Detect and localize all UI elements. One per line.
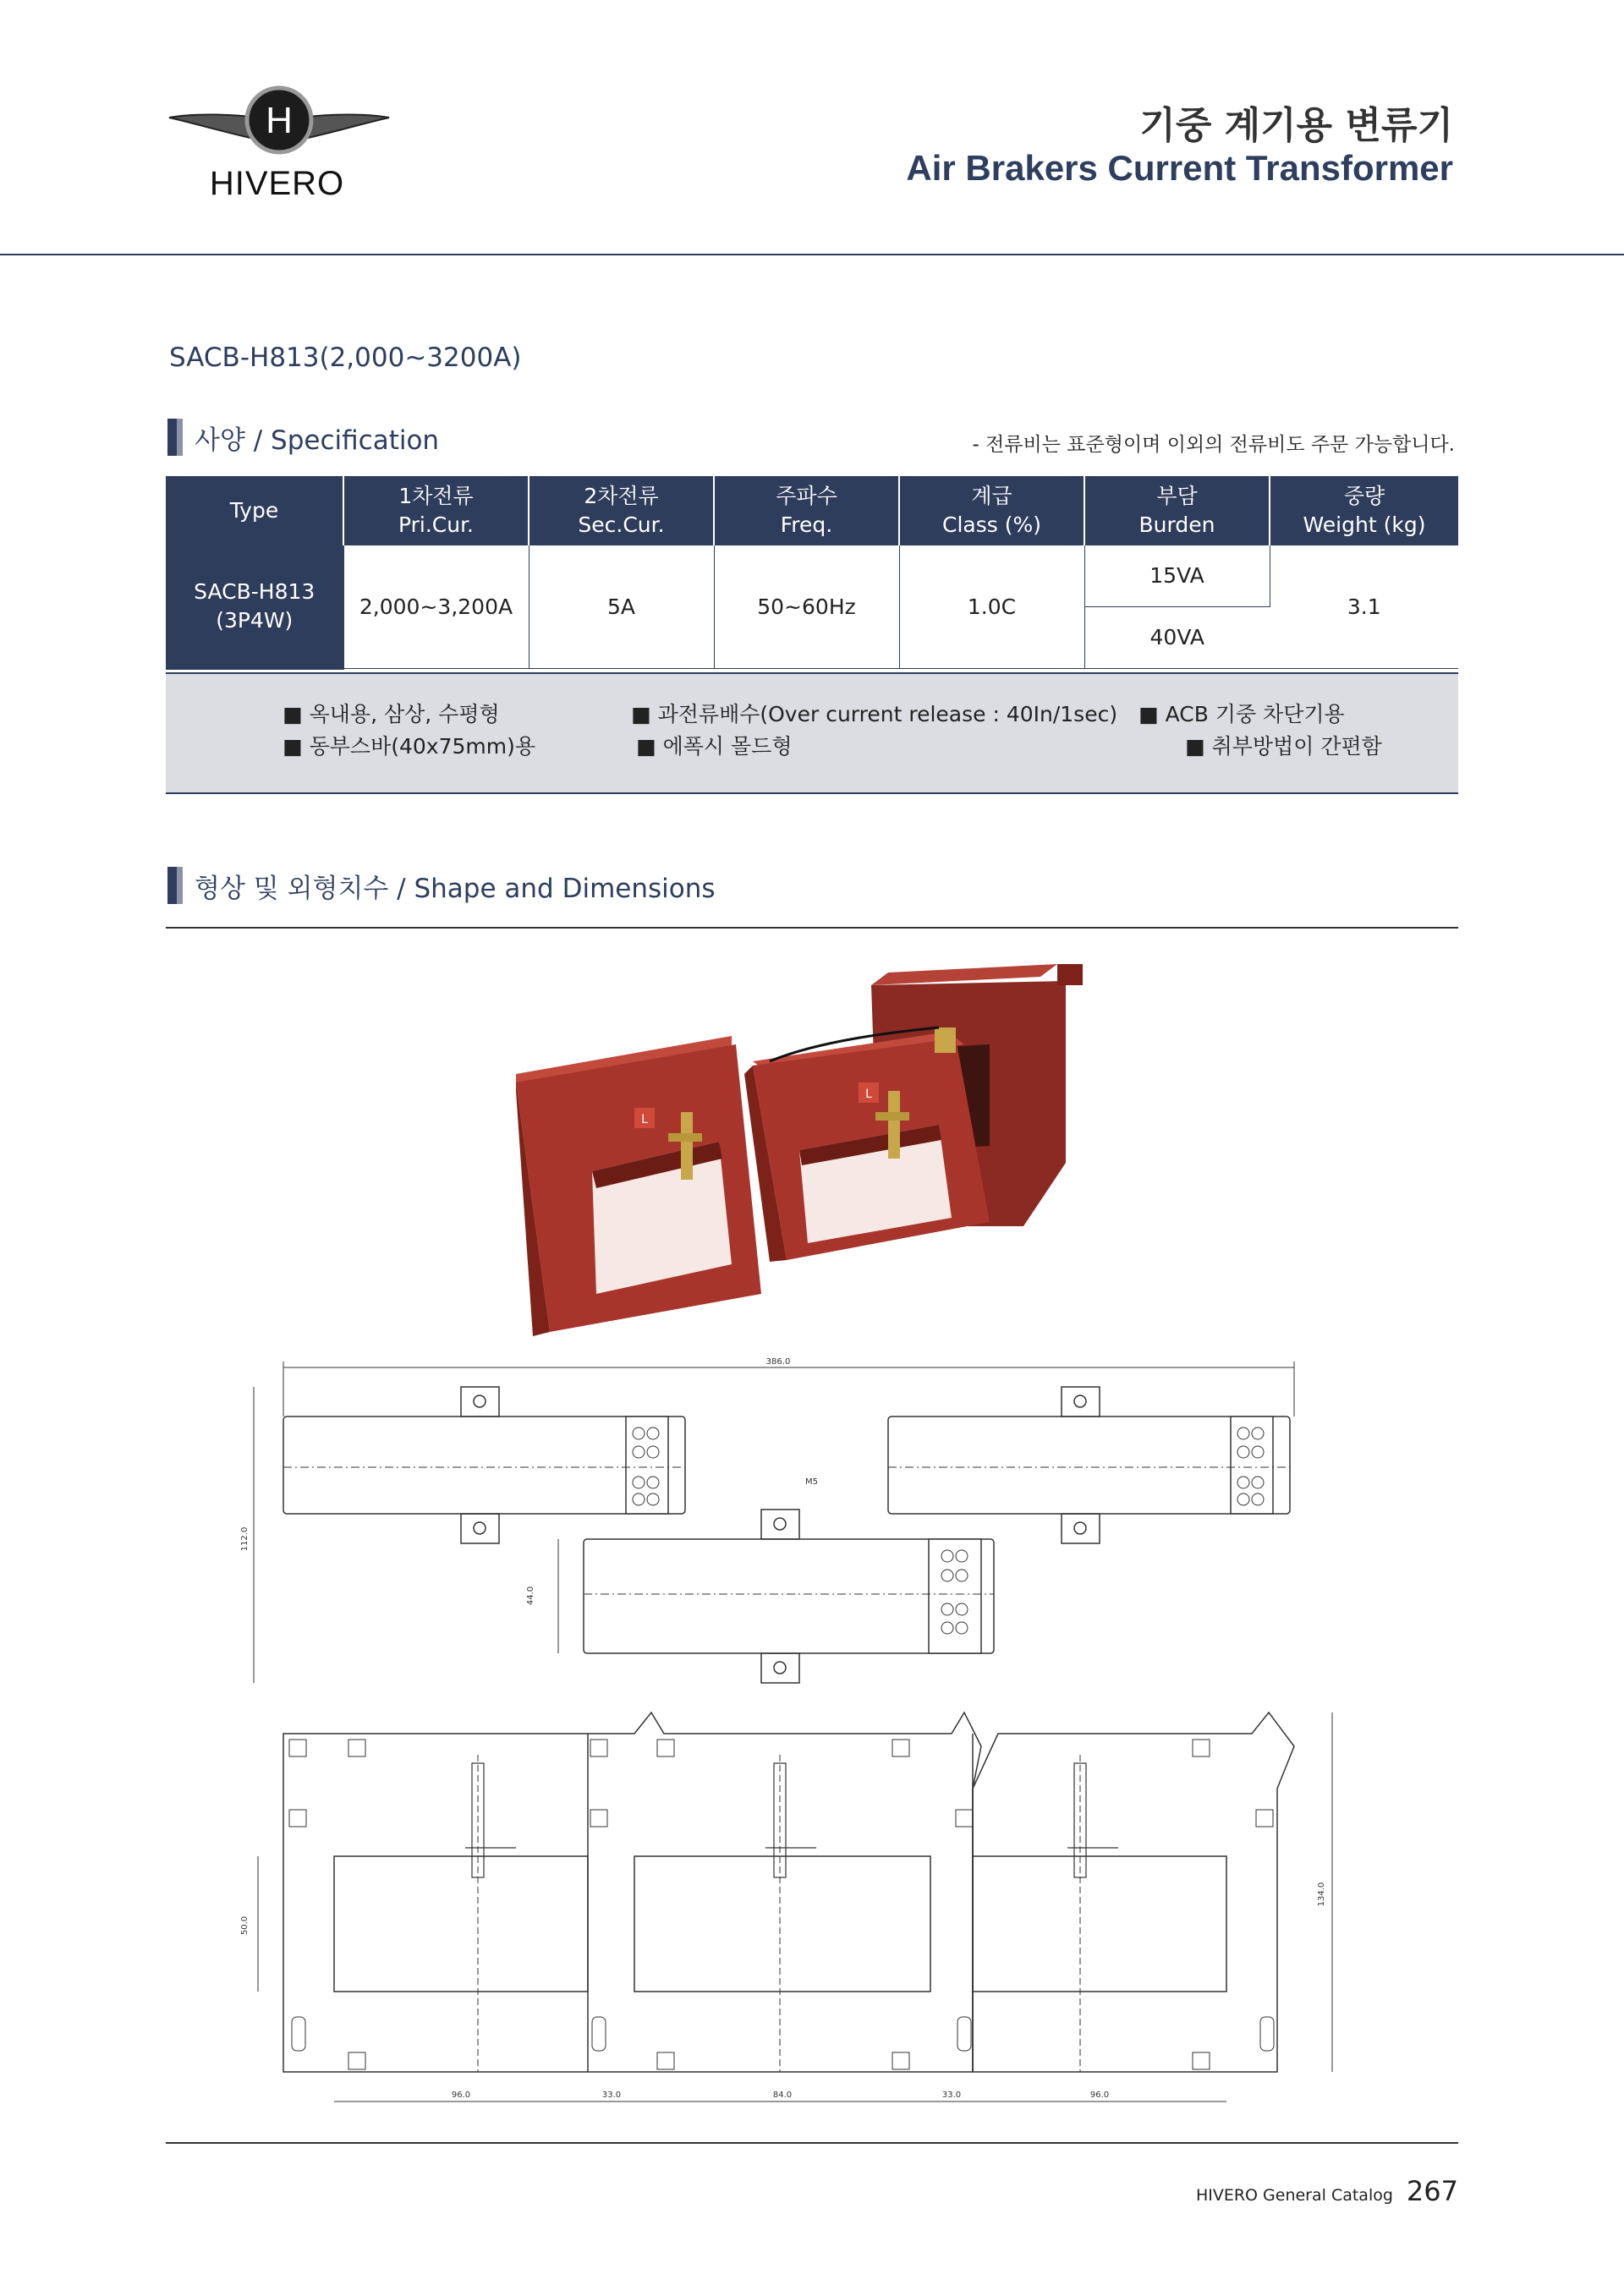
dim-screw: M5 [805, 1477, 818, 1487]
dim-w1: 96.0 [451, 2091, 471, 2100]
top-view [240, 1357, 1294, 1683]
dim-overall-height: 112.0 [240, 1526, 250, 1552]
dim-offset: 44.0 [526, 1586, 535, 1606]
page-title-korean: 기중 계기용 변류기 [1139, 104, 1453, 147]
col-header-freq: 주파수 Freq. [714, 476, 899, 545]
cell-class: 1.0C [899, 545, 1084, 669]
dim-window-height: 50.0 [240, 1915, 250, 1936]
front-view [240, 1712, 1332, 2101]
cell-type: SACB-H813 (3P4W) [166, 545, 343, 669]
dim-body-height: 134.0 [1317, 1882, 1326, 1907]
dim-overall-width: 386.0 [765, 1357, 791, 1367]
spec-note: - 전류비는 표준형이며 이외의 전류비도 주문 가능합니다. [972, 434, 1455, 456]
cell-burden-2: 40VA [1084, 607, 1270, 669]
shape-divider [166, 927, 1458, 929]
header-divider [0, 254, 1624, 255]
dim-w3: 96.0 [1089, 2091, 1110, 2100]
dim-gap2: 33.0 [941, 2091, 962, 2100]
feature-item: ■ 동부스바(40x75mm)용 [283, 730, 535, 760]
features-box [166, 672, 1458, 794]
spec-section-heading [167, 419, 439, 456]
table-header-row [166, 476, 1458, 545]
cell-pri: 2,000~3,200A [343, 545, 529, 669]
col-header-sec: 2차전류 Sec.Cur. [529, 476, 714, 545]
ct-unit-front [744, 1027, 990, 1262]
col-header-class: 계급 Class (%) [899, 476, 1084, 545]
cell-sec: 5A [529, 545, 714, 669]
model-name: SACB-H813(2,000~3200A) [169, 342, 522, 373]
footer [1196, 2175, 1458, 2207]
feature-item: ■ 에폭시 몰드형 [636, 730, 792, 760]
photo-label-l: L [641, 1113, 648, 1126]
shape-section-heading [167, 867, 716, 904]
logo-text: HIVERO [209, 165, 345, 202]
footer-label: HIVERO General Catalog [1195, 2186, 1393, 2205]
page-title-english: Air Brakers Current Transformer [906, 148, 1453, 188]
feature-item: ■ 취부방법이 간편함 [1185, 730, 1382, 760]
spec-table [166, 476, 1458, 670]
product-photo [516, 947, 1100, 1336]
spec-heading-label: 사양 / Specification [195, 425, 440, 456]
shape-heading-label: 형상 및 외형치수 / Shape and Dimensions [195, 873, 716, 904]
cell-weight: 3.1 [1270, 545, 1458, 669]
feature-item: ■ 옥내용, 삼상, 수평형 [283, 698, 500, 728]
dimension-drawing [237, 1349, 1353, 2118]
feature-item: ■ 과전류배수(Over current release : 40In/1sec) [631, 698, 1117, 728]
footer-divider [166, 2142, 1458, 2144]
logo-letter: H [266, 100, 293, 141]
section-marker [167, 419, 183, 456]
cell-freq: 50~60Hz [714, 545, 899, 669]
feature-item: ■ ACB 기중 차단기용 [1138, 698, 1345, 728]
photo-label-l: L [865, 1088, 872, 1101]
ct-unit-left [516, 1036, 761, 1336]
table-row [166, 545, 1458, 607]
dim-gap1: 33.0 [601, 2091, 622, 2100]
page-number: 267 [1406, 2175, 1458, 2207]
dim-w2: 84.0 [772, 2091, 793, 2100]
col-header-type: Type [166, 476, 343, 545]
col-header-pri: 1차전류 Pri.Cur. [343, 476, 529, 545]
col-header-weight: 중량 Weight (kg) [1270, 476, 1458, 545]
col-header-burden: 부담 Burden [1084, 476, 1270, 545]
cell-burden-1: 15VA [1084, 545, 1270, 607]
section-marker [167, 867, 183, 904]
